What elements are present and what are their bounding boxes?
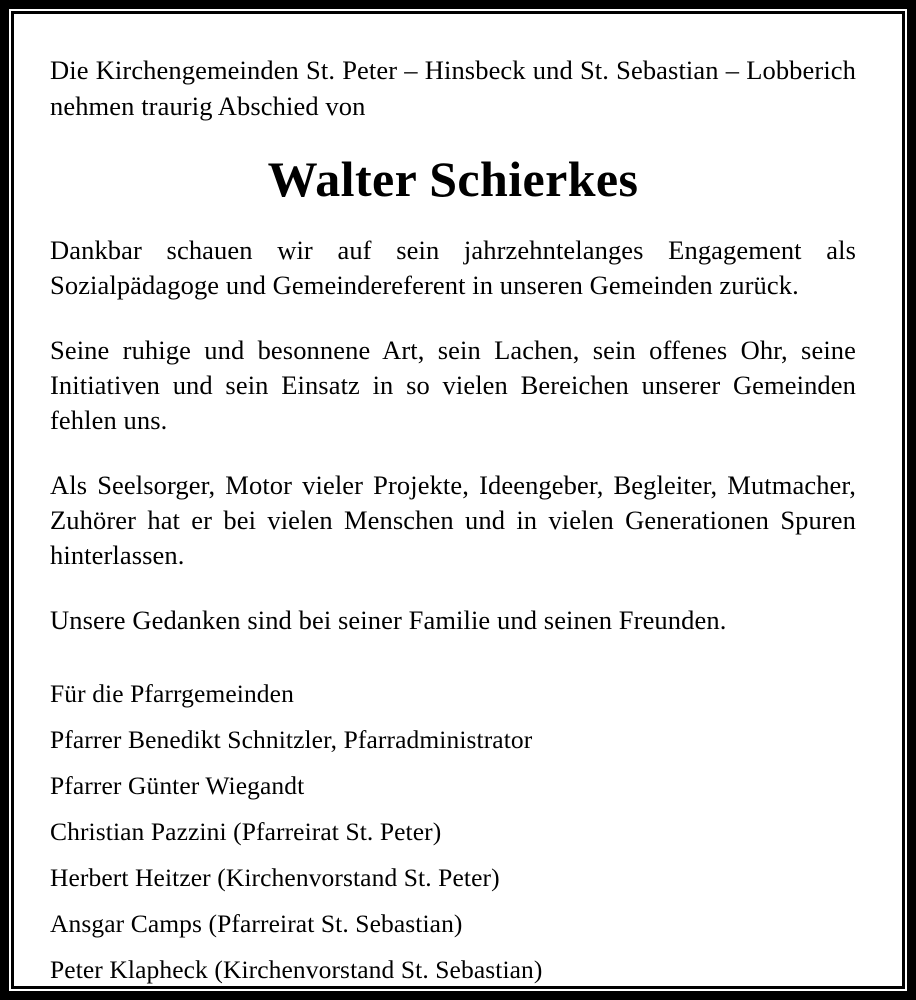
signature-line: Pfarrer Günter Wiegandt	[50, 771, 305, 800]
obituary-border-gap	[9, 9, 907, 991]
signature-line: Herbert Heitzer (Kirchenvorstand St. Peter)	[50, 863, 500, 892]
tribute-paragraphs	[50, 233, 856, 638]
deceased-name: Walter Schierkes	[267, 151, 639, 207]
tribute-paragraph: Unsere Gedanken sind bei seiner Familie und seinen Freunden.	[50, 605, 727, 635]
signature-line: Pfarrer Benedikt Schnitzler, Pfarradministrator	[50, 725, 533, 754]
signature-line: Christian Pazzini (Pfarreirat St. Peter)	[50, 817, 442, 846]
signature-block	[50, 671, 856, 993]
signature-line: Peter Klapheck (Kirchenvorstand St. Sebastian)	[50, 955, 543, 984]
obituary-inner-border	[11, 11, 905, 989]
tribute-paragraph: Als Seelsorger, Motor vieler Projekte, Ideengeber, Begleiter, Mutmacher, Zuhörer hat er bei vielen Menschen und in vielen Generationen Spuren hinterlassen.	[50, 470, 856, 570]
intro-text: Die Kirchengemeinden St. Peter – Hinsbeck und St. Sebastian – Lobberich nehmen traurig Abschied von	[50, 55, 856, 121]
signature-line: Ansgar Camps (Pfarreirat St. Sebastian)	[50, 909, 463, 938]
signature-line: Für die Pfarrgemeinden	[50, 679, 294, 708]
obituary-card	[14, 14, 902, 986]
tribute-paragraph: Dankbar schauen wir auf sein jahrzehntelanges Engagement als Sozialpädagoge und Gemeindereferent in unseren Gemeinden zurück.	[50, 235, 856, 300]
tribute-paragraph: Seine ruhige und besonnene Art, sein Lachen, sein offenes Ohr, seine Initiativen und sein Einsatz in so vielen Bereichen unserer Gemeinden fehlen uns.	[50, 335, 856, 435]
obituary-content	[50, 52, 856, 993]
